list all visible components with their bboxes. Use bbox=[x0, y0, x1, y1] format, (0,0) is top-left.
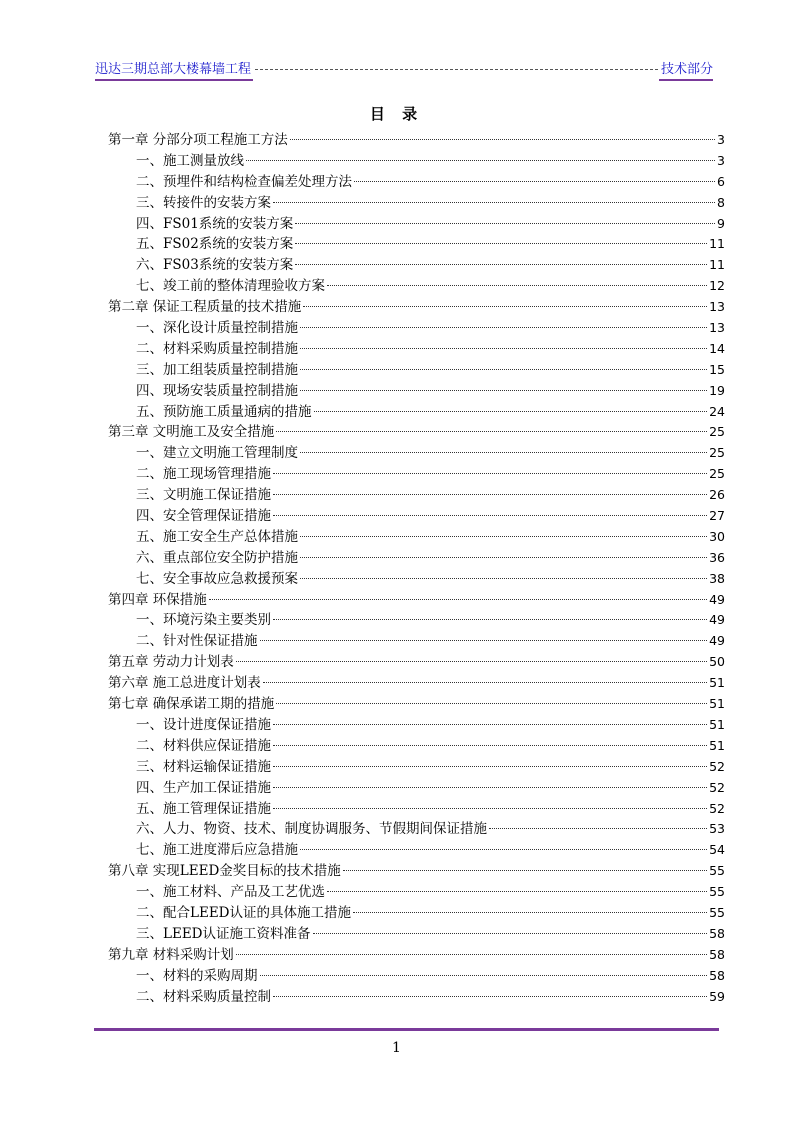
toc-section-entry[interactable] bbox=[108, 381, 725, 402]
page-header bbox=[95, 62, 713, 82]
toc-entry-page-number: 55 bbox=[709, 884, 725, 900]
toc-entry-title: 第五章 劳动力计划表 bbox=[108, 654, 234, 671]
toc-entry-page-number: 52 bbox=[709, 800, 725, 816]
toc-title: 目 录 bbox=[369, 105, 424, 123]
toc-entry-title: 三、LEED认证施工资料准备 bbox=[136, 925, 311, 942]
toc-chapter-entry[interactable] bbox=[108, 130, 725, 151]
toc-entry-title: 第三章 文明施工及安全措施 bbox=[108, 424, 275, 441]
toc-entry-title: 二、配合LEED认证的具体施工措施 bbox=[136, 904, 351, 921]
toc-section-entry[interactable] bbox=[108, 840, 725, 861]
toc-dot-leader bbox=[300, 557, 707, 558]
toc-dot-leader bbox=[273, 745, 707, 746]
toc-dot-leader bbox=[343, 870, 707, 871]
toc-entry-page-number: 52 bbox=[709, 779, 725, 795]
toc-dot-leader bbox=[295, 243, 707, 244]
toc-section-entry[interactable] bbox=[108, 610, 725, 631]
toc-dot-leader bbox=[273, 202, 715, 203]
toc-dot-leader bbox=[300, 348, 707, 349]
toc-entry-title: 第九章 材料采购计划 bbox=[108, 946, 234, 963]
toc-dot-leader bbox=[300, 327, 707, 328]
footer-rule bbox=[94, 1028, 719, 1031]
toc-dot-leader bbox=[300, 536, 707, 537]
toc-dot-leader bbox=[295, 223, 715, 224]
toc-dot-leader bbox=[209, 599, 707, 600]
toc-section-entry[interactable] bbox=[108, 799, 725, 820]
toc-section-entry[interactable] bbox=[108, 715, 725, 736]
toc-entry-title: 第二章 保证工程质量的技术措施 bbox=[108, 299, 302, 316]
toc-section-entry[interactable] bbox=[108, 360, 725, 381]
toc-section-entry[interactable] bbox=[108, 882, 725, 903]
toc-section-entry[interactable] bbox=[108, 255, 725, 276]
toc-section-entry[interactable] bbox=[108, 318, 725, 339]
toc-entry-page-number: 25 bbox=[709, 466, 725, 482]
toc-chapter-entry[interactable] bbox=[108, 590, 725, 611]
toc-entry-page-number: 11 bbox=[709, 257, 725, 273]
toc-entry-title: 六、重点部位安全防护措施 bbox=[136, 549, 298, 566]
toc-dot-leader bbox=[313, 933, 708, 934]
toc-section-entry[interactable] bbox=[108, 924, 725, 945]
table-of-contents bbox=[108, 130, 725, 1007]
toc-dot-leader bbox=[303, 306, 707, 307]
toc-section-entry[interactable] bbox=[108, 234, 725, 255]
toc-dot-leader bbox=[300, 452, 707, 453]
toc-entry-title: 第七章 确保承诺工期的措施 bbox=[108, 696, 275, 713]
toc-entry-page-number: 53 bbox=[709, 821, 725, 837]
toc-entry-title: 第四章 环保措施 bbox=[108, 591, 207, 608]
toc-entry-title: 第八章 实现LEED金奖目标的技术措施 bbox=[108, 863, 341, 880]
toc-entry-page-number: 58 bbox=[709, 946, 725, 962]
toc-dot-leader bbox=[273, 515, 707, 516]
toc-dot-leader bbox=[273, 808, 707, 809]
toc-entry-title: 一、材料的采购周期 bbox=[136, 967, 258, 984]
toc-dot-leader bbox=[300, 369, 707, 370]
toc-entry-title: 四、现场安装质量控制措施 bbox=[136, 382, 298, 399]
toc-entry-title: 二、预埋件和结构检查偏差处理方法 bbox=[136, 173, 352, 190]
toc-entry-page-number: 12 bbox=[709, 278, 725, 294]
toc-chapter-entry[interactable] bbox=[108, 861, 725, 882]
toc-section-entry[interactable] bbox=[108, 172, 725, 193]
toc-entry-page-number: 24 bbox=[709, 403, 725, 419]
toc-section-entry[interactable] bbox=[108, 193, 725, 214]
toc-dot-leader bbox=[295, 264, 707, 265]
toc-entry-title: 二、材料采购质量控制 bbox=[136, 988, 271, 1005]
toc-entry-title: 五、预防施工质量通病的措施 bbox=[136, 403, 312, 420]
toc-entry-title: 五、施工安全生产总体措施 bbox=[136, 528, 298, 545]
toc-section-entry[interactable] bbox=[108, 464, 725, 485]
toc-entry-page-number: 59 bbox=[709, 988, 725, 1004]
toc-entry-title: 一、施工测量放线 bbox=[136, 152, 244, 169]
toc-entry-title: 二、施工现场管理措施 bbox=[136, 466, 271, 483]
toc-entry-page-number: 51 bbox=[709, 675, 725, 691]
toc-entry-page-number: 19 bbox=[709, 382, 725, 398]
toc-dot-leader bbox=[300, 578, 707, 579]
toc-entry-page-number: 58 bbox=[709, 925, 725, 941]
toc-chapter-entry[interactable] bbox=[108, 297, 725, 318]
toc-section-entry[interactable] bbox=[108, 402, 725, 423]
toc-entry-title: 五、施工管理保证措施 bbox=[136, 800, 271, 817]
toc-chapter-entry[interactable] bbox=[108, 652, 725, 673]
toc-entry-title: 三、转接件的安装方案 bbox=[136, 194, 271, 211]
toc-dot-leader bbox=[273, 996, 707, 997]
toc-entry-page-number: 14 bbox=[709, 340, 725, 356]
toc-entry-page-number: 13 bbox=[709, 299, 725, 315]
toc-entry-page-number: 49 bbox=[709, 612, 725, 628]
toc-entry-page-number: 9 bbox=[717, 215, 725, 231]
toc-entry-page-number: 3 bbox=[717, 132, 725, 147]
toc-dot-leader bbox=[236, 661, 707, 662]
toc-entry-page-number: 25 bbox=[709, 424, 725, 440]
toc-dot-leader bbox=[246, 160, 715, 161]
toc-entry-page-number: 51 bbox=[709, 737, 725, 753]
toc-dot-leader bbox=[327, 891, 707, 892]
toc-entry-title: 二、材料供应保证措施 bbox=[136, 737, 271, 754]
toc-chapter-entry[interactable] bbox=[108, 694, 725, 715]
header-section-label: 技术部分 bbox=[659, 62, 713, 81]
toc-dot-leader bbox=[273, 787, 707, 788]
toc-dot-leader bbox=[354, 181, 715, 182]
header-document-title: 迅达三期总部大楼幕墙工程 bbox=[95, 62, 253, 81]
toc-entry-page-number: 49 bbox=[709, 591, 725, 607]
toc-section-entry[interactable] bbox=[108, 214, 725, 235]
toc-entry-title: 三、材料运输保证措施 bbox=[136, 758, 271, 775]
toc-entry-page-number: 25 bbox=[709, 445, 725, 461]
toc-section-entry[interactable] bbox=[108, 506, 725, 527]
toc-entry-page-number: 50 bbox=[709, 654, 725, 670]
toc-entry-title: 一、环境污染主要类别 bbox=[136, 612, 271, 629]
toc-entry-title: 二、针对性保证措施 bbox=[136, 633, 258, 650]
toc-entry-title: 一、设计进度保证措施 bbox=[136, 716, 271, 733]
toc-entry-title: 一、建立文明施工管理制度 bbox=[136, 445, 298, 462]
toc-dot-leader bbox=[314, 411, 708, 412]
toc-entry-page-number: 3 bbox=[717, 152, 725, 168]
toc-entry-title: 七、安全事故应急救援预案 bbox=[136, 570, 298, 587]
toc-entry-page-number: 38 bbox=[709, 570, 725, 586]
toc-section-entry[interactable] bbox=[108, 276, 725, 297]
toc-entry-page-number: 27 bbox=[709, 508, 725, 524]
toc-entry-title: 一、深化设计质量控制措施 bbox=[136, 320, 298, 337]
toc-entry-page-number: 11 bbox=[709, 236, 725, 252]
toc-chapter-entry[interactable] bbox=[108, 422, 725, 443]
toc-entry-page-number: 55 bbox=[709, 904, 725, 920]
toc-entry-page-number: 58 bbox=[709, 967, 725, 983]
toc-dot-leader bbox=[276, 703, 707, 704]
toc-entry-page-number: 30 bbox=[709, 528, 725, 544]
toc-dot-leader bbox=[300, 390, 707, 391]
toc-entry-page-number: 15 bbox=[709, 361, 725, 377]
toc-dot-leader bbox=[290, 139, 715, 140]
toc-entry-page-number: 51 bbox=[709, 696, 725, 712]
toc-section-entry[interactable] bbox=[108, 987, 725, 1008]
toc-entry-title: 四、FS01系统的安装方案 bbox=[136, 215, 294, 232]
toc-entry-title: 一、施工材料、产品及工艺优选 bbox=[136, 884, 325, 901]
toc-section-entry[interactable] bbox=[108, 151, 725, 172]
toc-entry-title: 四、生产加工保证措施 bbox=[136, 779, 271, 796]
toc-dot-leader bbox=[489, 828, 707, 829]
toc-entry-page-number: 51 bbox=[709, 716, 725, 732]
toc-section-entry[interactable] bbox=[108, 903, 725, 924]
page-number: 1 bbox=[392, 1040, 401, 1056]
toc-entry-title: 三、文明施工保证措施 bbox=[136, 487, 271, 504]
toc-section-entry[interactable] bbox=[108, 443, 725, 464]
toc-section-entry[interactable] bbox=[108, 569, 725, 590]
toc-dot-leader bbox=[300, 849, 707, 850]
toc-entry-title: 六、人力、物资、技术、制度协调服务、节假期间保证措施 bbox=[136, 821, 487, 838]
toc-dot-leader bbox=[273, 619, 707, 620]
toc-chapter-entry[interactable] bbox=[108, 673, 725, 694]
toc-entry-title: 六、FS03系统的安装方案 bbox=[136, 257, 294, 274]
toc-dot-leader bbox=[273, 494, 707, 495]
toc-dot-leader bbox=[260, 975, 708, 976]
toc-section-entry[interactable] bbox=[108, 631, 725, 652]
toc-entry-title: 七、施工进度滞后应急措施 bbox=[136, 842, 298, 859]
toc-entry-title: 第一章 分部分项工程施工方法 bbox=[108, 132, 288, 148]
toc-entry-page-number: 55 bbox=[709, 863, 725, 879]
toc-section-entry[interactable] bbox=[108, 339, 725, 360]
toc-dot-leader bbox=[260, 640, 708, 641]
toc-entry-page-number: 49 bbox=[709, 633, 725, 649]
toc-dot-leader bbox=[327, 285, 707, 286]
toc-entry-page-number: 36 bbox=[709, 549, 725, 565]
toc-section-entry[interactable] bbox=[108, 548, 725, 569]
toc-entry-page-number: 52 bbox=[709, 758, 725, 774]
toc-dot-leader bbox=[263, 682, 707, 683]
toc-dot-leader bbox=[236, 954, 707, 955]
toc-section-entry[interactable] bbox=[108, 736, 725, 757]
toc-section-entry[interactable] bbox=[108, 757, 725, 778]
toc-dot-leader bbox=[273, 766, 707, 767]
toc-entry-page-number: 13 bbox=[709, 320, 725, 336]
toc-dot-leader bbox=[273, 724, 707, 725]
toc-entry-title: 第六章 施工总进度计划表 bbox=[108, 675, 261, 692]
toc-entry-title: 五、FS02系统的安装方案 bbox=[136, 236, 294, 253]
toc-section-entry[interactable] bbox=[108, 527, 725, 548]
toc-entry-page-number: 6 bbox=[717, 173, 725, 189]
toc-section-entry[interactable] bbox=[108, 485, 725, 506]
toc-section-entry[interactable] bbox=[108, 966, 725, 987]
toc-section-entry[interactable] bbox=[108, 778, 725, 799]
toc-dot-leader bbox=[273, 473, 707, 474]
toc-entry-page-number: 26 bbox=[709, 487, 725, 503]
toc-chapter-entry[interactable] bbox=[108, 945, 725, 966]
toc-section-entry[interactable] bbox=[108, 819, 725, 840]
toc-dot-leader bbox=[353, 912, 707, 913]
toc-entry-page-number: 54 bbox=[709, 842, 725, 858]
toc-entry-title: 四、安全管理保证措施 bbox=[136, 508, 271, 525]
toc-entry-title: 二、材料采购质量控制措施 bbox=[136, 340, 298, 357]
toc-entry-title: 三、加工组装质量控制措施 bbox=[136, 361, 298, 378]
toc-entry-page-number: 8 bbox=[717, 194, 725, 210]
toc-dot-leader bbox=[276, 431, 707, 432]
toc-entry-title: 七、竣工前的整体清理验收方案 bbox=[136, 278, 325, 295]
